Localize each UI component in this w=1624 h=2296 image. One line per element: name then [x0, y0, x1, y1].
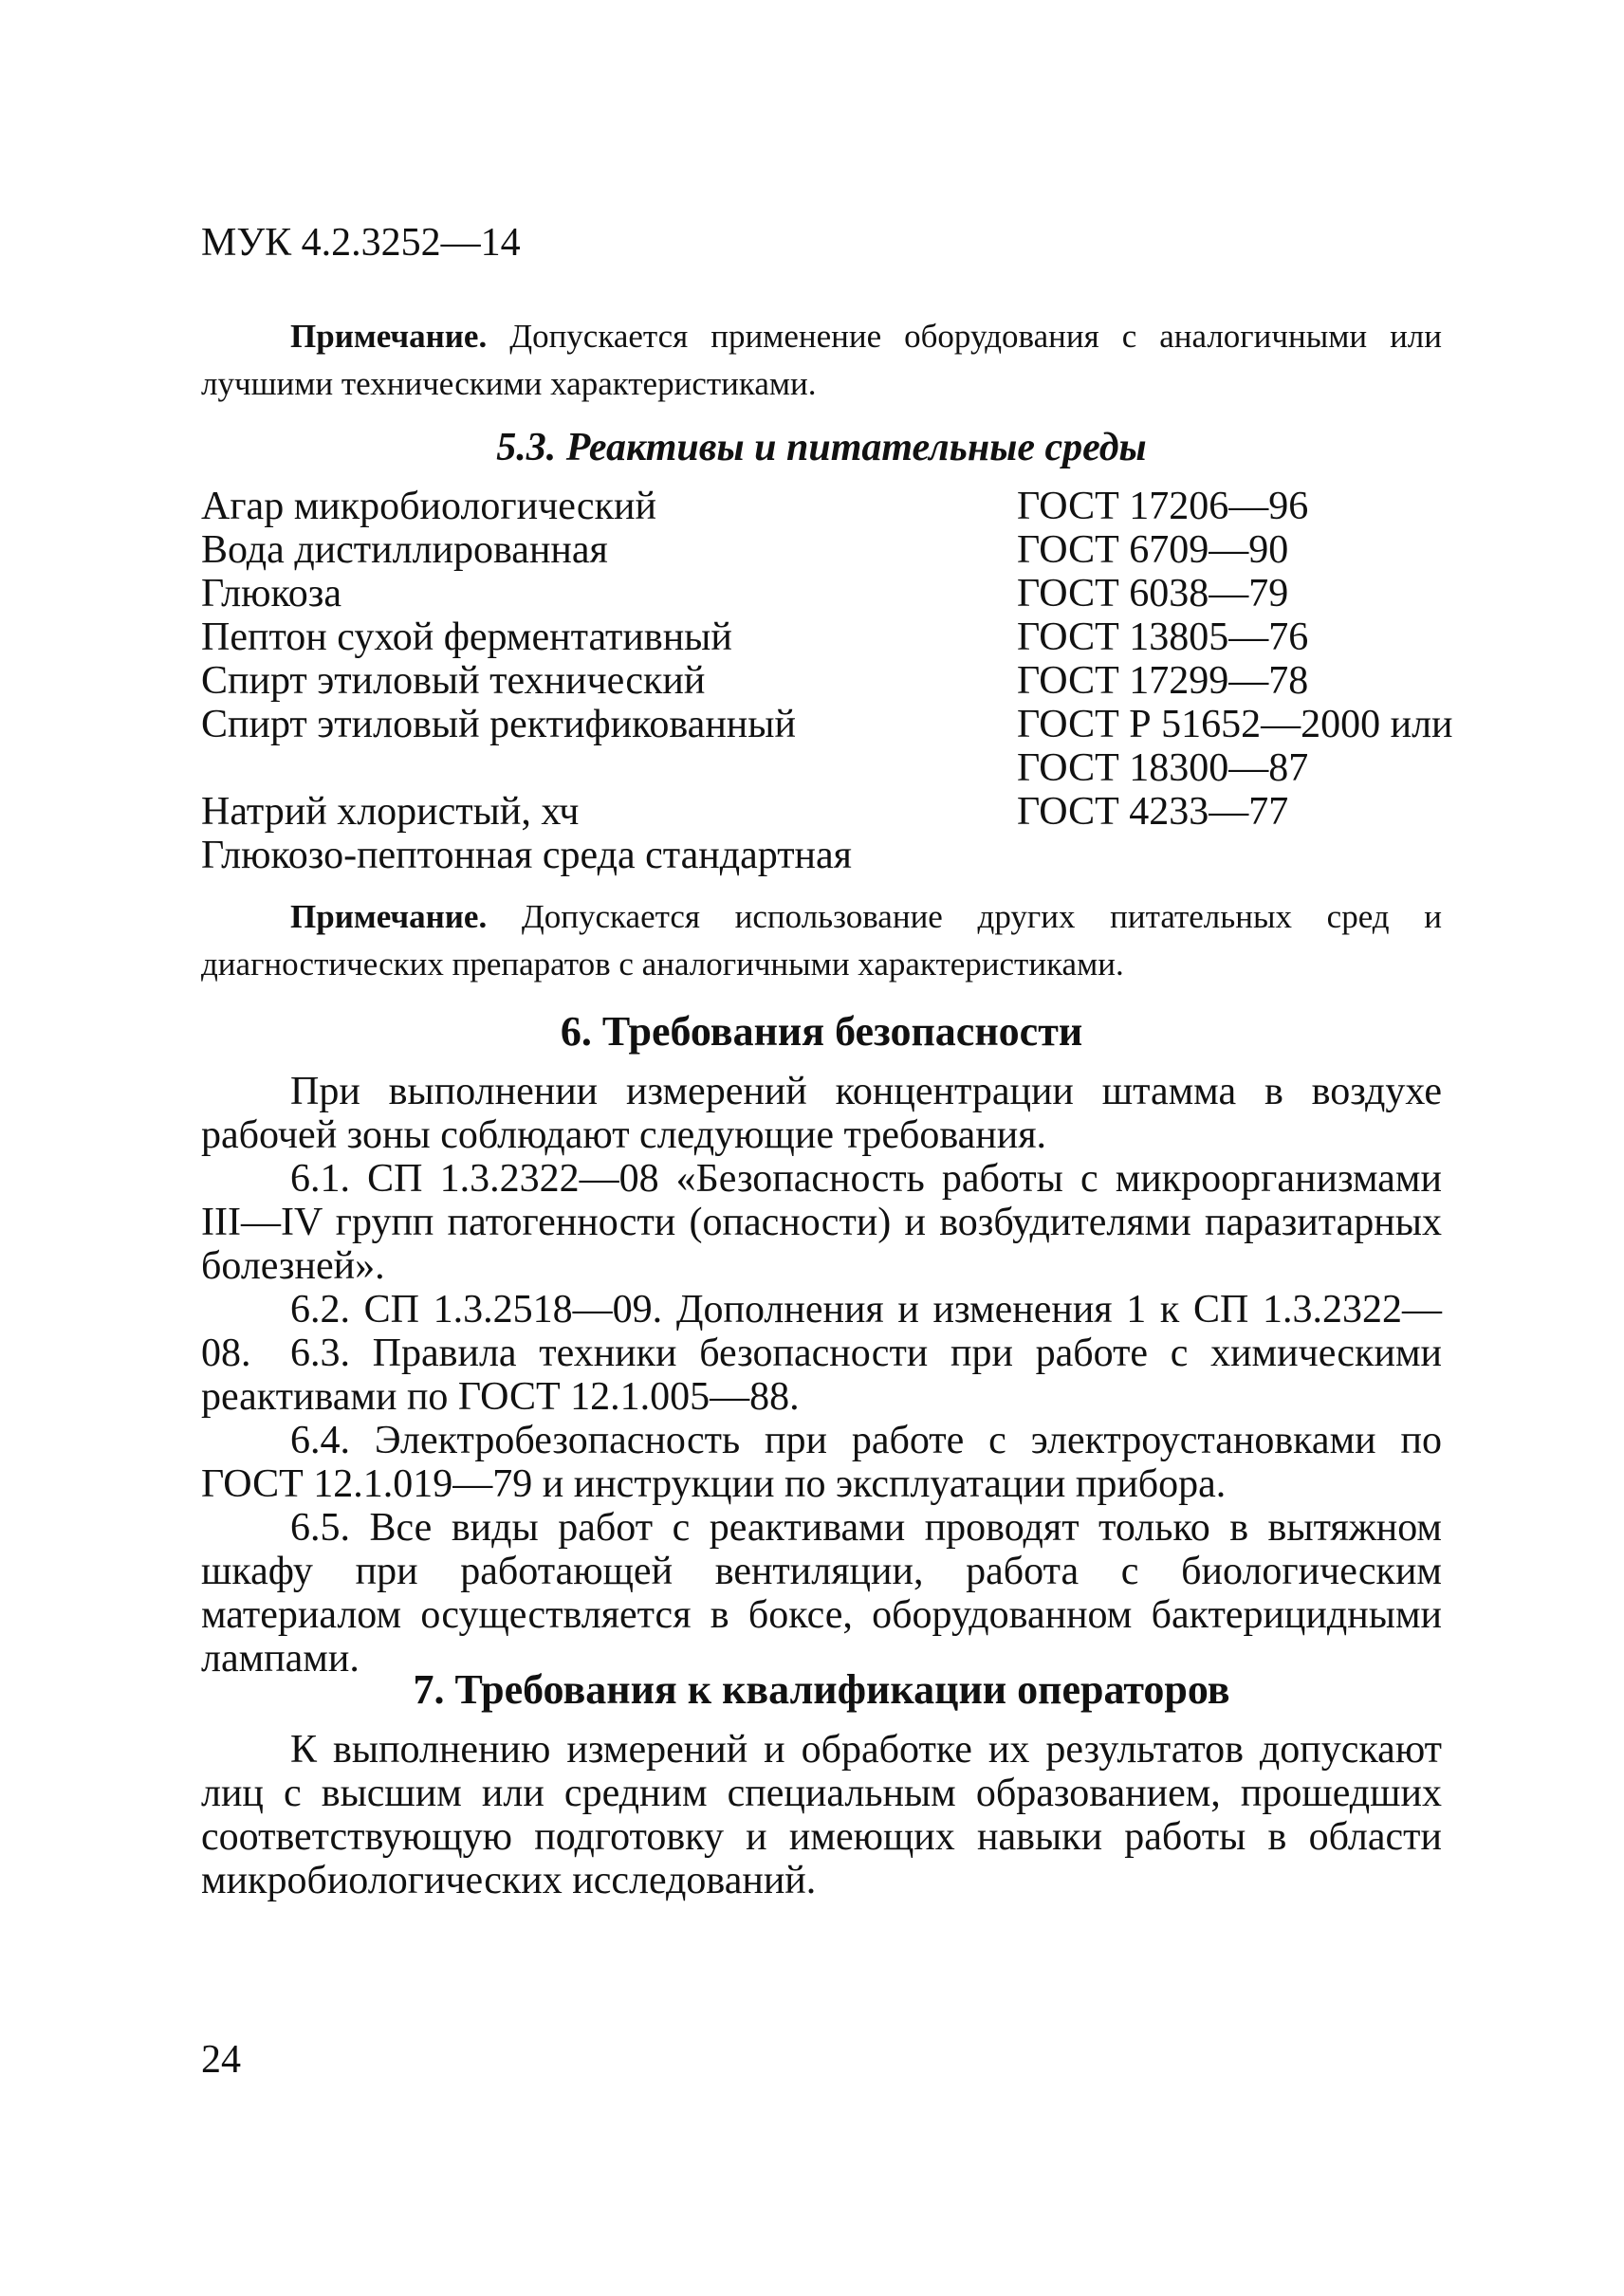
reagent-gost: ГОСТ 18300—87	[1017, 746, 1309, 790]
reagent-row	[201, 789, 1463, 833]
section-6-item-2: 6.2. СП 1.3.2518—09. Дополнения и изменения 1 к СП 1.3.2322—08.	[201, 1288, 1442, 1375]
reagent-name: Вода дистиллированная	[201, 528, 608, 572]
reagent-name: Спирт этиловый технический	[201, 659, 706, 703]
section-6-item-1: 6.1. СП 1.3.2322—08 «Безопасность работы с микроорганизмами III—IV групп патогенности (опасности) и возбудителями паразитарных болезней».	[201, 1157, 1442, 1288]
reagent-name: Глюкоза	[201, 572, 341, 615]
reagent-row	[201, 833, 1463, 876]
note-label: Примечание.	[290, 898, 488, 935]
equipment-note	[201, 313, 1442, 408]
document-code: МУК 4.2.3252—14	[201, 221, 521, 265]
reagent-row	[201, 702, 1463, 745]
reagent-gost: ГОСТ 13805—76	[1017, 615, 1309, 659]
reagents-heading: 5.3. Реактивы и питательные среды	[496, 426, 1147, 469]
reagent-row	[201, 571, 1463, 615]
reagent-name: Пептон сухой ферментативный	[201, 615, 732, 659]
reagent-name: Натрий хлористый, хч	[201, 790, 580, 834]
reagent-gost: ГОСТ Р 51652—2000 или	[1017, 703, 1453, 746]
note-label: Примечание.	[290, 318, 488, 355]
section-7-title: 7. Требования к квалификации операторов	[413, 1666, 1230, 1713]
reagent-gost: ГОСТ 17299—78	[1017, 659, 1309, 703]
section-6-title: 6. Требования безопасности	[560, 1008, 1083, 1055]
reagent-gost: ГОСТ 4233—77	[1017, 790, 1289, 834]
reagent-row	[201, 527, 1463, 571]
reagent-gost: ГОСТ 6038—79	[1017, 572, 1289, 615]
media-note	[201, 893, 1442, 988]
section-6-intro: При выполнении измерений концентрации штамма в воздухе рабочей зоны соблюдают следующие требования.	[201, 1070, 1442, 1157]
section-6-item-5: 6.5. Все виды работ с реактивами проводят только в вытяжном шкафу при работающей вентиляции, работа с биологическим материалом осуществляется в боксе, оборудованном бактерицидными лампами.	[201, 1506, 1442, 1681]
section-7-text: К выполнению измерений и обработке их результатов допускают лиц с высшим или средним специальным образованием, прошедших соответствующую подготовку и имеющих навыки работы в области микробиологических исследований.	[201, 1728, 1442, 1902]
reagent-name: Глюкозо-пептонная среда стандартная	[201, 834, 852, 877]
section-6-item-3: 6.3. Правила техники безопасности при работе с химическими реактивами по ГОСТ 12.1.005—88.	[201, 1332, 1442, 1419]
page-number: 24	[201, 2038, 241, 2082]
reagent-gost: ГОСТ 6709—90	[1017, 528, 1289, 572]
note-text: Допускается использование других питательных сред и диагностических препаратов с аналогичными характеристиками.	[201, 898, 1442, 983]
reagent-row	[201, 484, 1463, 527]
section-6-item-4: 6.4. Электробезопасность при работе с электроустановками по ГОСТ 12.1.019—79 и инструкции по эксплуатации прибора.	[201, 1419, 1442, 1506]
note-text: Допускается применение оборудования с аналогичными или лучшими техническими характеристиками.	[201, 318, 1442, 402]
reagent-row	[201, 658, 1463, 702]
reagent-gost: ГОСТ 17206—96	[1017, 485, 1309, 528]
reagent-row	[201, 615, 1463, 658]
reagents-list	[201, 484, 1463, 876]
reagent-row	[201, 745, 1463, 789]
reagent-name: Агар микробиологический	[201, 485, 656, 528]
reagent-name: Спирт этиловый ректификованный	[201, 703, 796, 746]
